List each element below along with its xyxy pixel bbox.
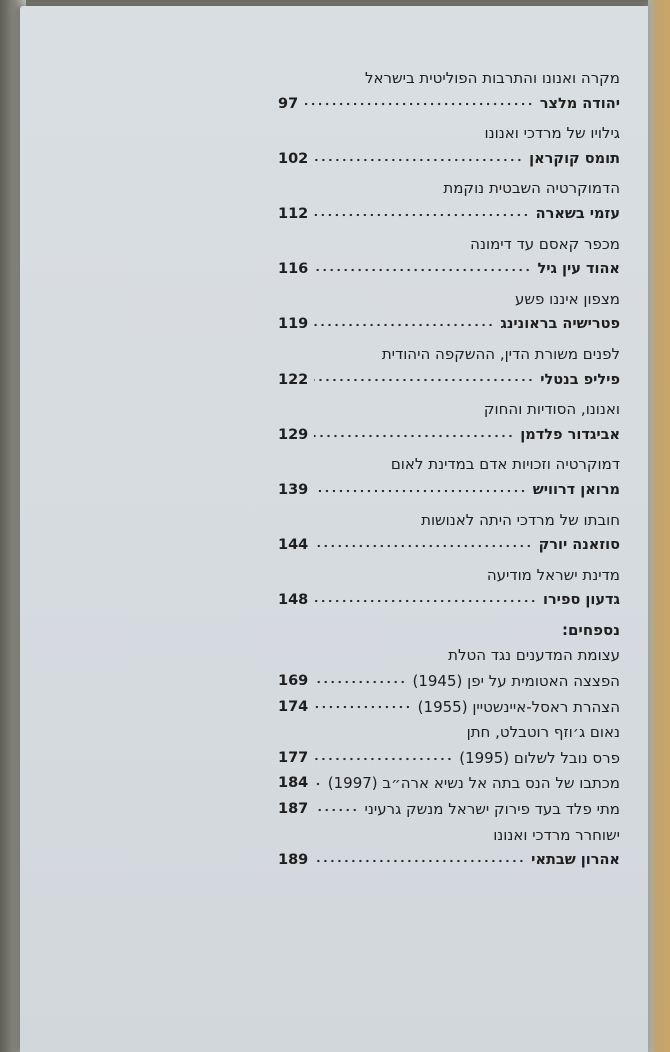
toc-entry	[278, 533, 620, 559]
section-title: ישוחרר מרדכי ואנונו	[493, 825, 620, 844]
page-number: 112	[278, 205, 309, 222]
appendix-title-line: נאום ג׳וזף רוטבלט, חתן	[466, 723, 620, 742]
appendix-title: מתי פלד בעד פירוק ישראל מנשק גרעיני	[364, 800, 620, 819]
dot-leader	[314, 432, 514, 440]
page-number: 174	[278, 698, 309, 715]
dot-leader	[314, 211, 529, 219]
page-number: 189	[278, 852, 309, 869]
dot-leader	[314, 703, 411, 711]
author-name: עזמי בשארה	[535, 205, 620, 222]
section-title: לפנים משורת הדין, ההשקפה היהודית	[381, 344, 620, 363]
dot-leader	[314, 156, 523, 164]
page-number: 177	[278, 749, 309, 766]
author-name: תומס קוקראן	[529, 150, 620, 167]
section-title: חובתו של מרדכי היתה לאנושות	[421, 510, 620, 529]
table-surface	[648, 0, 670, 1052]
page-number: 116	[278, 261, 309, 278]
toc-entry	[278, 368, 620, 394]
dot-leader	[314, 857, 525, 865]
section-title: מכפר קאסם עד דימונה	[470, 234, 620, 253]
toc-entry	[278, 312, 620, 338]
toc-entry	[278, 92, 620, 118]
dot-leader	[314, 487, 526, 495]
dot-leader	[314, 780, 321, 788]
author-name: מרואן דרוויש	[532, 481, 620, 498]
page-number: 187	[278, 801, 309, 818]
appendix-intro: עצומת המדענים נגד הטלת	[448, 646, 620, 665]
author-name: סוזאנה יורק	[538, 537, 620, 554]
section-title: ואנונו, הסודיות והחוק	[483, 400, 620, 419]
table-of-contents	[278, 66, 620, 874]
dot-leader	[314, 678, 406, 686]
dot-leader	[304, 100, 534, 108]
author-name: יהודה מלצר	[539, 95, 620, 112]
toc-entry	[278, 257, 620, 283]
author-name: גדעון ספירו	[542, 592, 620, 609]
toc-entry	[278, 588, 620, 614]
author-name: פיליפ בנטלי	[540, 371, 620, 388]
page-number: 184	[278, 775, 309, 792]
author-name: פטרישיה בראונינג	[500, 316, 620, 333]
appendix-title: הצהרת ראסל-איינשטיין (1955)	[417, 697, 620, 716]
toc-entry	[278, 202, 620, 228]
section-title: מצפון איננו פשע	[514, 289, 620, 308]
appendix-title: פרס נובל לשלום (1995)	[459, 748, 620, 767]
page-number: 169	[278, 673, 309, 690]
section-title: גילויו של מרדכי ואנונו	[484, 124, 620, 143]
dot-leader	[314, 755, 453, 763]
author-name: אהרון שבתאי	[531, 852, 620, 869]
section-title: מקרה ואנונו והתרבות הפוליטית בישראל	[364, 69, 620, 87]
dot-leader	[314, 376, 534, 384]
toc-entry	[278, 771, 620, 797]
section-title: הדמוקרטיה השבטית נוקמת	[443, 179, 620, 198]
author-name: אהוד עין גיל	[537, 261, 620, 278]
dot-leader	[314, 806, 358, 814]
toc-entry	[278, 695, 620, 721]
page-number: 102	[278, 150, 309, 167]
dot-leader	[314, 597, 537, 605]
appendix-title: הפצצה האטומית על יפן (1945)	[412, 672, 620, 691]
toc-entry	[278, 147, 620, 173]
dot-leader	[314, 321, 494, 329]
page-number: 148	[278, 592, 309, 609]
appendix-heading: נספחים:	[561, 620, 620, 639]
toc-entry	[278, 746, 620, 772]
author-name: אביגדור פלדמן	[520, 426, 620, 443]
page-number: 129	[278, 426, 309, 443]
toc-entry	[278, 797, 620, 823]
page-number: 144	[278, 537, 309, 554]
dot-leader	[314, 542, 532, 550]
page-number: 119	[278, 316, 309, 333]
page-number: 139	[278, 481, 309, 498]
page-number: 122	[278, 371, 309, 388]
book-page	[20, 6, 648, 1052]
dot-leader	[314, 266, 531, 274]
section-title: דמוקרטיה וזכויות אדם במדינת לאום	[390, 455, 620, 474]
toc-entry	[278, 478, 620, 504]
appendix-title: מכתבו של הנס בתה אל נשיא ארה״ב (1997)	[327, 774, 620, 793]
section-title: מדינת ישראל מודיעה	[486, 565, 620, 584]
toc-entry	[278, 423, 620, 449]
toc-entry	[278, 848, 620, 874]
page-number: 97	[278, 95, 299, 112]
toc-entry	[278, 669, 620, 695]
